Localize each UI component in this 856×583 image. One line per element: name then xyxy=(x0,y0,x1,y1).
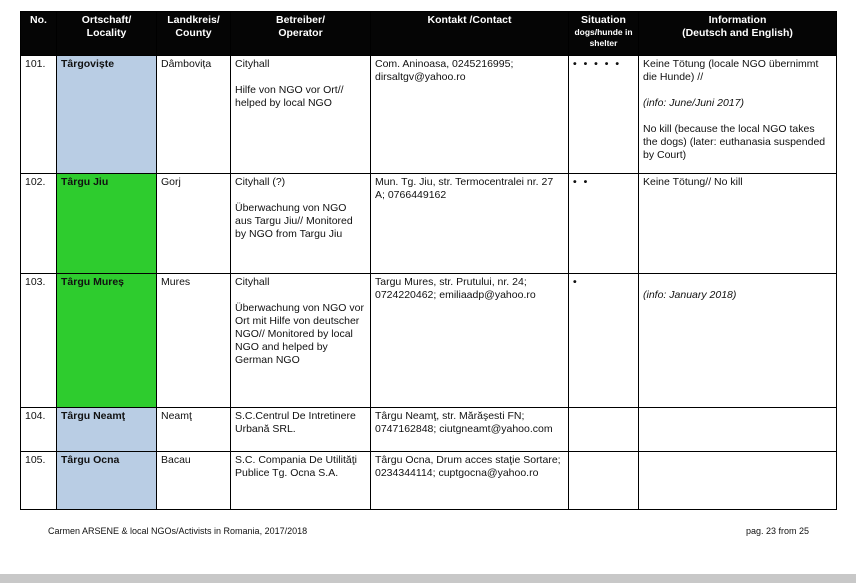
cell-locality: Târgu Mureș xyxy=(57,274,157,408)
cell-operator: Cityhall Überwachung von NGO vor Ort mit Hilfe von deutscher NGO// Monitored by local NGO and helped by German NGO xyxy=(231,274,371,408)
table-header-row xyxy=(21,12,837,56)
cell-operator: S.C.Centrul De Intretinere Urbană SRL. xyxy=(231,408,371,452)
cell-no: 105. xyxy=(21,452,57,510)
cell-locality: Târgoviște xyxy=(57,56,157,174)
cell-situation: • • xyxy=(569,174,639,274)
cell-contact: Mun. Tg. Jiu, str. Termocentralei nr. 27 A; 0766449162 xyxy=(371,174,569,274)
cell-county: Dâmbovița xyxy=(157,56,231,174)
cell-no: 102. xyxy=(21,174,57,274)
bottom-bar xyxy=(0,574,856,583)
cell-situation xyxy=(569,452,639,510)
table-row xyxy=(21,56,837,174)
cell-contact: Târgu Ocna, Drum acces staţie Sortare; 0234344114; cuptgocna@yahoo.ro xyxy=(371,452,569,510)
cell-info: Keine Tötung// No kill xyxy=(639,174,837,274)
header-no: No. xyxy=(21,12,57,56)
cell-situation: • • • • • xyxy=(569,56,639,174)
cell-info xyxy=(639,452,837,510)
cell-county: Mures xyxy=(157,274,231,408)
cell-no: 101. xyxy=(21,56,57,174)
cell-county: Neamţ xyxy=(157,408,231,452)
cell-situation xyxy=(569,408,639,452)
header-operator: Betreiber/ Operator xyxy=(231,12,371,56)
cell-operator: S.C. Compania De Utilităţi Publice Tg. Ocna S.A. xyxy=(231,452,371,510)
cell-info xyxy=(639,408,837,452)
footer-author: Carmen ARSENE & local NGOs/Activists in Romania, 2017/2018 xyxy=(48,526,308,536)
header-county: Landkreis/ County xyxy=(157,12,231,56)
cell-locality: Târgu Neamţ xyxy=(57,408,157,452)
cell-contact: Com. Aninoasa, 0245216995; dirsaltgv@yahoo.ro xyxy=(371,56,569,174)
cell-no: 104. xyxy=(21,408,57,452)
cell-info: (info: January 2018) xyxy=(639,274,837,408)
cell-locality: Târgu Jiu xyxy=(57,174,157,274)
table-row xyxy=(21,408,837,452)
cell-operator: Cityhall Hilfe von NGO vor Ort// helped by local NGO xyxy=(231,56,371,174)
cell-info: Keine Tötung (locale NGO übernimmt die Hunde) // (info: June/Juni 2017) No kill (because the local NGO takes the dogs) (later: euthanasia suspended by Court) xyxy=(639,56,837,174)
cell-contact: Targu Mures, str. Prutului, nr. 24; 0724220462; emiliaadp@yahoo.ro xyxy=(371,274,569,408)
header-situation: Situation dogs/hunde in shelter xyxy=(569,12,639,56)
shelter-table xyxy=(20,11,837,510)
cell-no: 103. xyxy=(21,274,57,408)
cell-situation: • xyxy=(569,274,639,408)
header-locality: Ortschaft/ Locality xyxy=(57,12,157,56)
table-row xyxy=(21,274,837,408)
cell-county: Gorj xyxy=(157,174,231,274)
header-contact: Kontakt /Contact xyxy=(371,12,569,56)
cell-contact: Târgu Neamţ, str. Mărăşesti FN; 0747162848; ciutgneamt@yahoo.com xyxy=(371,408,569,452)
cell-operator: Cityhall (?) Überwachung von NGO aus Targu Jiu// Monitored by NGO from Targu Jiu xyxy=(231,174,371,274)
table-row xyxy=(21,174,837,274)
table-row xyxy=(21,452,837,510)
footer-page-number: pag. 23 from 25 xyxy=(746,526,810,536)
cell-county: Bacau xyxy=(157,452,231,510)
header-info: Information (Deutsch and English) xyxy=(639,12,837,56)
cell-locality: Târgu Ocna xyxy=(57,452,157,510)
